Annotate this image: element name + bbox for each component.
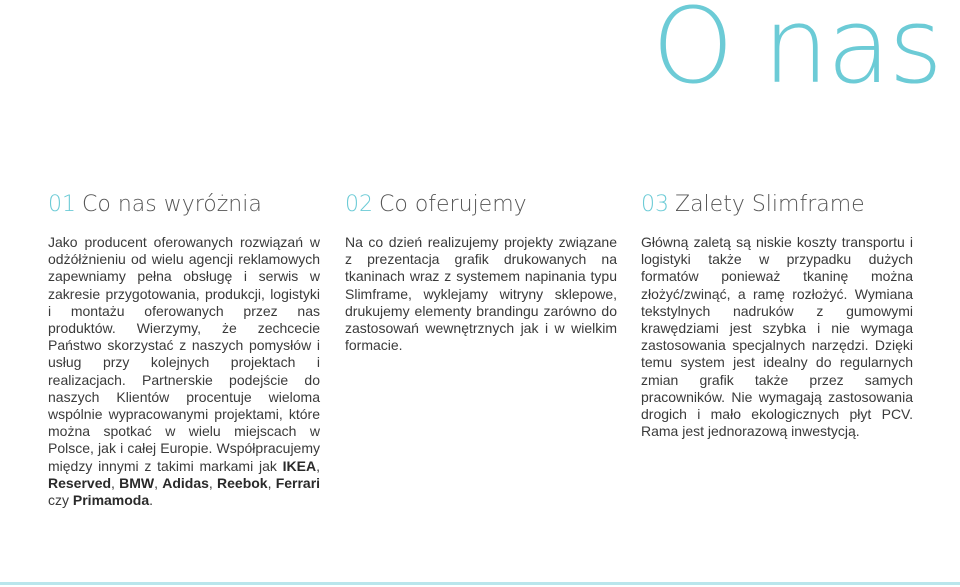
- body-text: ,: [154, 474, 163, 491]
- column-what-we-offer: [345, 190, 617, 354]
- brand-name: IKEA: [282, 457, 317, 474]
- brand-name: Ferrari: [275, 474, 321, 491]
- body-text: ,: [208, 474, 218, 491]
- column-number: 03: [641, 192, 669, 217]
- body-text: Na co dzień realizujemy projekty związane z prezentacja grafik drukowanych na tkaninach wraz z systemem napinania typu Slimframe, wyklejamy witryny sklepowe, drukujemy elementy brandingu zarówno do zastosowań wewnętrznych jak i w wielkim formacie.: [345, 234, 617, 354]
- body-text: .: [149, 492, 154, 509]
- brand-name: Reserved: [48, 474, 112, 491]
- column-slimframe-advantages: [641, 190, 913, 440]
- column-what-distinguishes-us: [48, 190, 320, 509]
- body-text: ,: [267, 474, 276, 491]
- bottom-divider: [0, 582, 960, 585]
- column-heading: [345, 190, 617, 220]
- brand-name: Adidas: [162, 474, 209, 491]
- column-heading-text: Zalety Slimframe: [675, 192, 865, 217]
- column-heading: [641, 190, 913, 220]
- column-heading-text: Co oferujemy: [379, 192, 527, 217]
- body-text: ,: [316, 457, 320, 474]
- column-body: [641, 234, 913, 440]
- body-text: Jako producent oferowanych rozwiązań w odżółżnieniu od wielu agencji reklamowych zapewniamy pełna obsługę i serwis w zakresie przygotowania, produkcji, logistyki i montażu oferowanych przez nas produktów. Wierzymy, że zechcecie Państwo skorzystać z naszych pomysłów i usług przy kolejnych projektach i realizacjach. Partnerskie podejście do naszych Klientów procentuje wieloma wspólnie wypracowanymi projektami, które można spotkać w wielu miejscach w Polsce, jak i całej Europie. Współpracujemy między innymi z takimi markami jak: [48, 234, 320, 474]
- body-text: ,: [111, 474, 120, 491]
- brand-name: BMW: [119, 474, 155, 491]
- brand-name: Primamoda: [72, 492, 150, 509]
- column-number: 01: [48, 192, 76, 217]
- column-number: 02: [345, 192, 373, 217]
- column-body: [345, 234, 617, 354]
- brand-name: Reebok: [217, 474, 268, 491]
- column-heading: [48, 190, 320, 220]
- body-text: Główną zaletą są niskie koszty transportu i logistyki także w przypadku dużych formatów ponieważ tkaninę można złożyć/zwinąć, a ramę rozłożyć. Wymiana tekstylnych nadruków z gumowymi krawędziami jest szybka i nie wymaga zastosowania specjalnych narzędzi. Dzięki temu system jest idealny do regularnych zmian grafik także przez samych pracowników. Nie wymagają zastosowania drogich i mało ekologicznych płyt PCV. Rama jest jednorazową inwestycją.: [641, 234, 913, 440]
- column-body: [48, 234, 320, 509]
- column-heading-text: Co nas wyróżnia: [82, 192, 262, 217]
- page-title: O nas: [652, 0, 941, 107]
- body-text: czy: [48, 492, 73, 509]
